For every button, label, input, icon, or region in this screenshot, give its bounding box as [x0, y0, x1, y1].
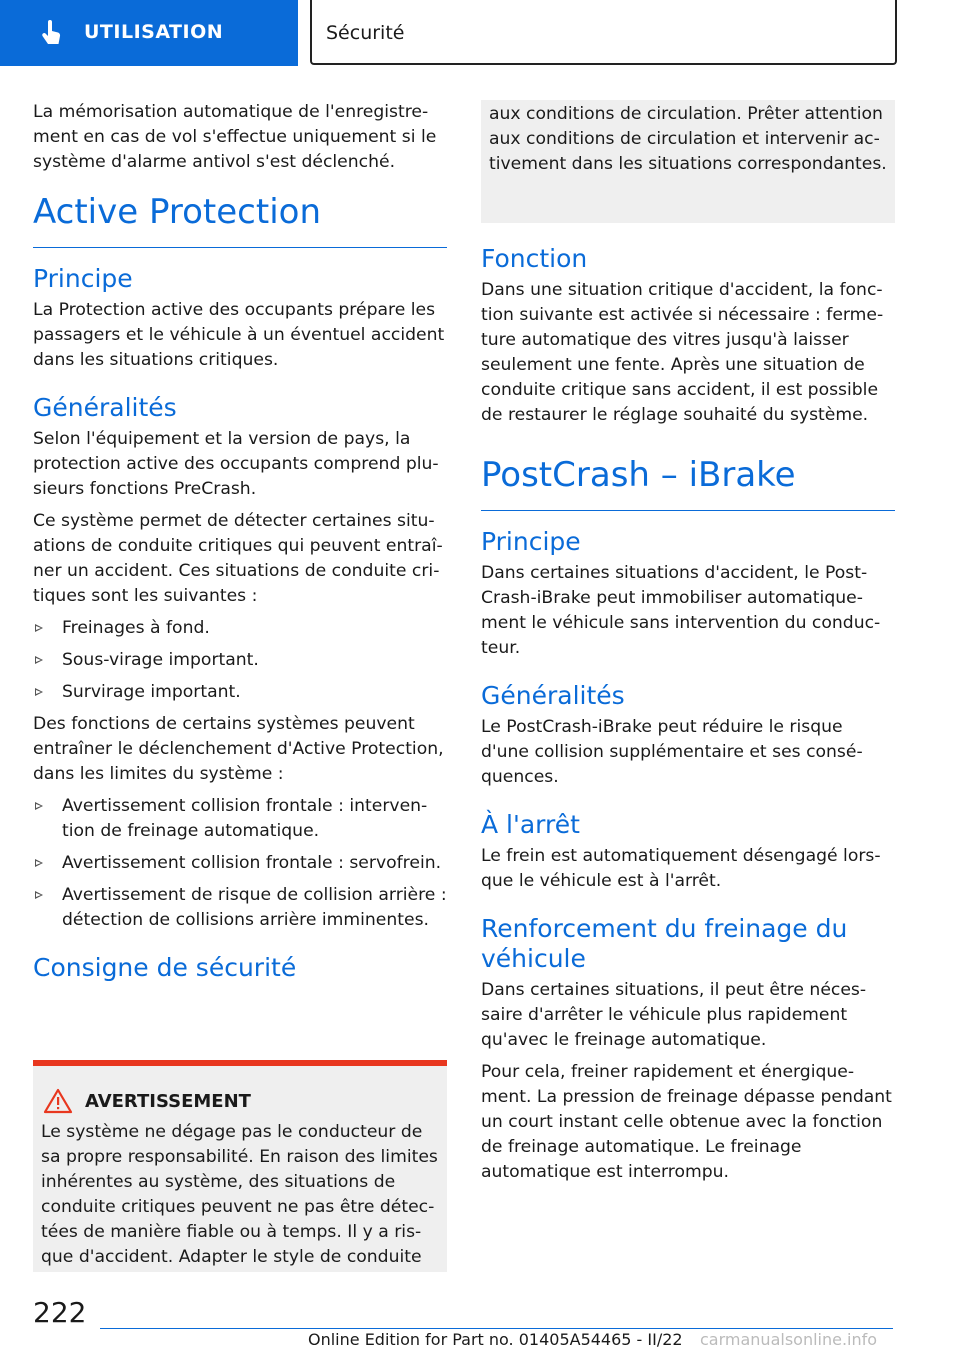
heading-arret: À l'arrêt [481, 810, 580, 839]
bullet-triangle-icon [35, 859, 43, 867]
page-number: 222 [33, 1296, 87, 1329]
bullet-triangle-icon [35, 656, 43, 664]
warning-box [33, 1060, 447, 1272]
heading-postcrash: PostCrash – iBrake [481, 454, 895, 511]
list-item: Avertissement collision frontale : servofrein. [33, 851, 447, 876]
header-section-tab [0, 0, 298, 66]
left-column [33, 100, 447, 987]
warning-label: AVERTISSEMENT [85, 1090, 251, 1112]
bullet-triangle-icon [35, 891, 43, 899]
warning-text: Le système ne dégage pas le conducteur de sa propre responsabilité. En raison des limites inhérentes au système, des situations de conduite critiques peuvent ne pas être détectées de manière fiable ou à temps. Il y a risque d'accident. Adapter le style de conduite [41, 1122, 438, 1267]
heading-renforcement: Renforcement du freinage du véhicule [481, 914, 848, 973]
footer-divider [100, 1328, 893, 1329]
renforcement-paragraph-1: Dans certaines situations, il peut être nécessaire d'arrêter le véhicule plus rapidement qu'avec le freinage automatique. [481, 980, 867, 1050]
heading-principe-postcrash: Principe [481, 527, 581, 556]
header-topic: Sécurité [326, 22, 405, 44]
renforcement-paragraph-2: Pour cela, freiner rapidement et énergiquement. La pression de freinage dépasse pendant un court instant celle obtenue avec la fonction de freinage automatique. Le freinage automatique est interrompu. [481, 1062, 892, 1182]
heading-generalites-postcrash: Généralités [481, 681, 625, 710]
heading-generalites: Généralités [33, 393, 177, 422]
arret-paragraph: Le frein est automatiquement désengagé lorsque le véhicule est à l'arrêt. [481, 846, 881, 891]
heading-principe: Principe [33, 264, 133, 293]
list-item: Freinages à fond. [33, 616, 447, 641]
generalites-paragraph-1: Selon l'équipement et la version de pays, la protection active des occupants comprend plusieurs fonctions PreCrash. [33, 429, 439, 499]
generalites-paragraph-2: Ce système permet de détecter certaines situations de conduite critiques qui peuvent entraîner un accident. Ces situations de conduite critiques sont les suivantes : [33, 511, 443, 606]
list-item: Avertissement de risque de collision arrière : détection de collisions arrière imminentes. [33, 883, 447, 933]
heading-fonction: Fonction [481, 244, 588, 273]
list-item: Avertissement collision frontale : intervention de freinage automatique. [33, 794, 447, 844]
principe-postcrash-paragraph: Dans certaines situations d'accident, le PostCrash-iBrake peut immobiliser automatiquement le véhicule sans intervention du conducteur. [481, 563, 881, 658]
heading-active-protection: Active Protection [33, 191, 447, 248]
generalites-postcrash-paragraph: Le PostCrash-iBrake peut réduire le risque d'une collision supplémentaire et ses conséquences. [481, 717, 863, 787]
heading-consigne: Consigne de sécurité [33, 953, 297, 982]
hand-pointer-icon [40, 19, 64, 47]
critical-situations-list [33, 616, 447, 705]
warning-box-continued [481, 100, 895, 223]
fonction-paragraph: Dans une situation critique d'accident, la fonction suivante est activée si nécessaire : fermeture automatique des vitres jusqu'à laisser seulement une fente. Après une situation de conduite critique sans accident, il est possible de restaurer le réglage souhaité du système. [481, 280, 884, 425]
warning-header [41, 1088, 439, 1114]
list-item: Survirage important. [33, 680, 447, 705]
bullet-triangle-icon [35, 624, 43, 632]
right-column [481, 244, 895, 1192]
footer-watermark: carmanualsonline.info [700, 1330, 878, 1349]
bullet-triangle-icon [35, 688, 43, 696]
warning-text-continued: aux conditions de circulation. Prêter attention aux conditions de circulation et intervenir activement dans les situations correspondantes. [489, 104, 887, 174]
list-item: Sous-virage important. [33, 648, 447, 673]
bullet-triangle-icon [35, 802, 43, 810]
generalites-paragraph-3: Des fonctions de certains systèmes peuvent entraîner le déclenchement d'Active Protection, dans les limites du système : [33, 714, 444, 784]
header-topic-box [310, 0, 897, 65]
footer-edition: Online Edition for Part no. 01405A54465 - II/22 [308, 1330, 683, 1349]
header-section-title: UTILISATION [84, 21, 224, 43]
intro-paragraph: La mémorisation automatique de l'enregistrement en cas de vol s'effectue uniquement si le système d'alarme antivol s'est déclenché. [33, 102, 437, 172]
principe-paragraph: La Protection active des occupants prépare les passagers et le véhicule à un éventuel accident dans les situations critiques. [33, 300, 445, 370]
trigger-functions-list [33, 794, 447, 933]
warning-triangle-icon [43, 1088, 73, 1114]
